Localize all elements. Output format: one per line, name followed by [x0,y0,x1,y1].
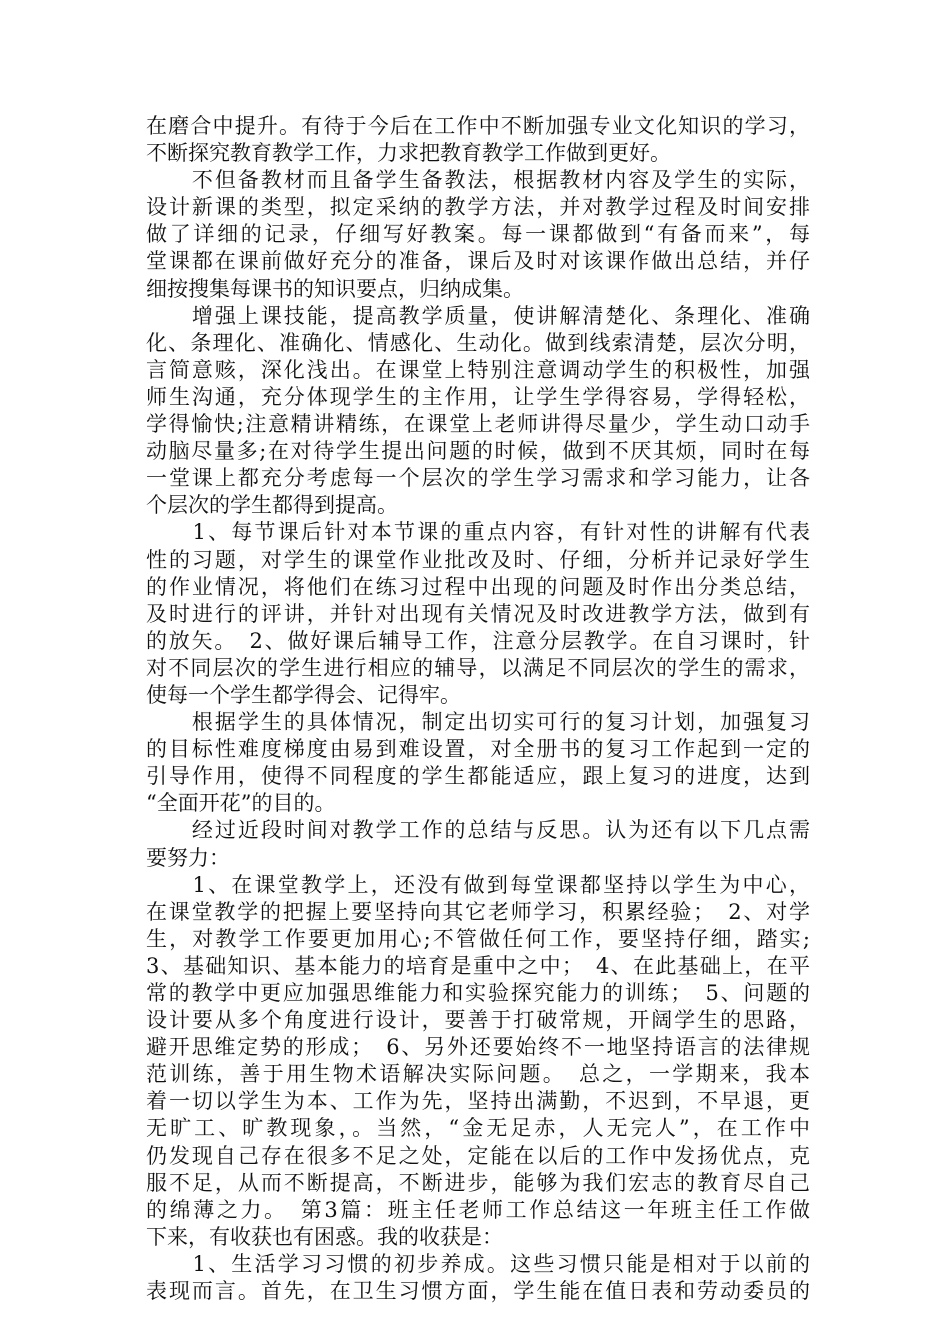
text-line: 师生沟通，充分体现学生的主作用，让学生学得容易，学得轻松， [146,384,810,409]
text-line: 表现而言。首先，在卫生习惯方面，学生能在值日表和劳动委员的 [146,1279,810,1304]
text-line: 一堂课上都充分考虑每一个层次的学生学习需求和学习能力，让各 [146,466,810,491]
text-line: 常的教学中更应加强思维能力和实验探究能力的训练； 5、问题的 [146,981,810,1005]
text-line: 着一切以学生为本、工作为先，坚持出满勤，不迟到，不早退，更 [146,1089,810,1114]
text-line: 根据学生的具体情况，制定出切实可行的复习计划，加强复习 [146,710,810,735]
text-line: 范训练，善于用生物术语解决实际问题。 总之，一学期来，我本 [146,1062,810,1087]
text-line: 1、在课堂教学上，还没有做到每堂课都坚持以学生为中心， [146,872,810,897]
text-line: 要努力： [146,845,230,870]
text-line: 细按搜集每课书的知识要点，归纳成集。 [146,276,524,301]
text-line: 在课堂教学的把握上要坚持向其它老师学习，积累经验； 2、对学 [146,899,810,924]
text-line: 无旷工、旷教现象，。当然，“金无足赤，人无完人”，在工作中 [146,1116,810,1141]
document-body [146,113,810,1305]
text-line: 堂课都在课前做好充分的准备，课后及时对该课作做出总结，并仔 [146,249,810,274]
text-line: 化、条理化、准确化、情感化、生动化。做到线索清楚，层次分明， [146,330,810,355]
text-line: 设计要从多个角度进行设计，要善于打破常规，开阔学生的思路， [146,1008,810,1033]
text-line: 动脑尽量多;在对待学生提出问题的时候，做到不厌其烦，同时在每 [146,439,810,464]
text-line: 性的习题，对学生的课堂作业批改及时、仔细，分析并记录好学生 [146,547,810,572]
text-line: 及时进行的评讲，并针对出现有关情况及时改进教学方法，做到有 [146,601,810,626]
text-line: 生，对教学工作要更加用心;不管做任何工作，要坚持仔细，踏实; [146,926,810,951]
text-line: 经过近段时间对教学工作的总结与反思。认为还有以下几点需 [146,818,810,843]
text-line: 言简意赅，深化浅出。在课堂上特别注意调动学生的积极性，加强 [146,357,810,382]
text-line: 仍发现自己存在很多不足之处，定能在以后的工作中发扬优点，克 [146,1143,810,1168]
text-line: 3、基础知识、基本能力的培育是重中之中； 4、在此基础上，在平 [146,953,810,978]
text-line: 增强上课技能，提高教学质量，使讲解清楚化、条理化、准确 [146,303,810,328]
text-line: 学得愉快;注意精讲精练，在课堂上老师讲得尽量少，学生动口动手 [146,412,810,437]
text-line: 不但备教材而且备学生备教法，根据教材内容及学生的实际， [146,168,810,193]
text-line: 服不足，从而不断提高，不断进步，能够为我们宏志的教育尽自己 [146,1170,810,1195]
text-line: 使每一个学生都学得会、记得牢。 [146,682,461,707]
text-line: 设计新课的类型，拟定采纳的教学方法，并对教学过程及时间安排 [146,195,810,220]
text-line: 下来，有收获也有困惑。我的收获是： [146,1224,503,1249]
text-line: “全面开花”的目的。 [146,791,336,816]
text-line: 的目标性难度梯度由易到难设置，对全册书的复习工作起到一定的 [146,737,810,762]
text-line: 不断探究教育教学工作，力求把教育教学工作做到更好。 [146,141,671,166]
text-line: 引导作用，使得不同程度的学生都能适应，跟上复习的进度，达到 [146,764,810,789]
text-line: 避开思维定势的形成； 6、另外还要始终不一地坚持语言的法律规 [146,1035,810,1060]
text-line: 在磨合中提升。有待于今后在工作中不断加强专业文化知识的学习， [146,114,810,138]
text-line: 的绵薄之力。 第3篇：班主任老师工作总结这一年班主任工作做 [146,1197,810,1222]
text-line: 的作业情况，将他们在练习过程中出现的问题及时作出分类总结， [146,574,810,599]
text-line: 个层次的学生都得到提高。 [146,493,398,518]
text-line: 1、每节课后针对本节课的重点内容，有针对性的讲解有代表 [146,520,810,545]
text-line: 的放矢。 2、做好课后辅导工作，注意分层教学。在自习课时，针 [146,628,810,653]
text-line: 1、生活学习习惯的初步养成。这些习惯只能是相对于以前的 [146,1251,810,1276]
text-line: 做了详细的记录，仔细写好教案。每一课都做到“有备而来”，每 [146,222,810,247]
text-line: 对不同层次的学生进行相应的辅导，以满足不同层次的学生的需求， [146,655,810,680]
